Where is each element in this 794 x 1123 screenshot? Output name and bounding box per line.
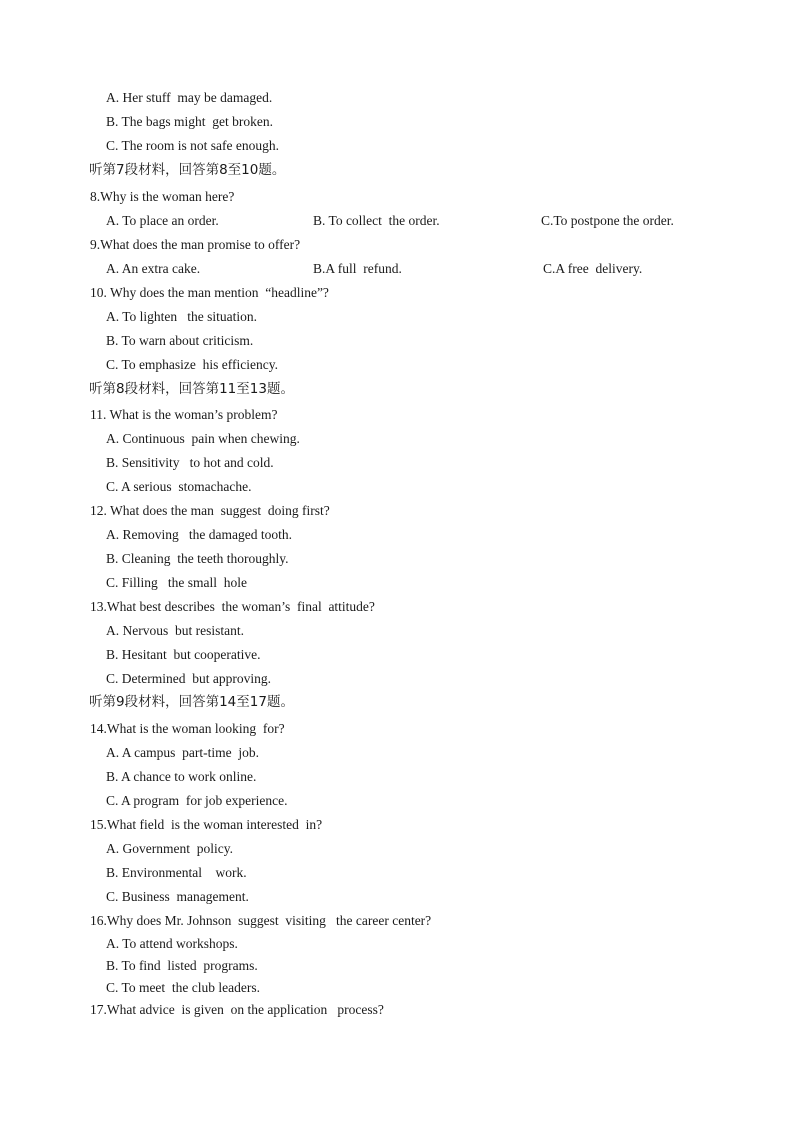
option-line: C. The room is not safe enough.: [106, 138, 279, 153]
option-line: A. A campus part-time job.: [106, 745, 259, 760]
option-line: C. To meet the club leaders.: [106, 980, 261, 995]
option-line: B. Environmental work.: [106, 865, 247, 880]
question-15: 15.What field is the woman interested in?: [90, 817, 323, 832]
option-line: B. The bags might get broken.: [106, 114, 273, 129]
option-line: C. Determined but approving.: [106, 671, 271, 686]
option-line: A. To place an order.: [106, 213, 219, 228]
option-line: B. To warn about criticism.: [106, 333, 254, 348]
question-11: 11. What is the woman’s problem?: [90, 407, 278, 422]
option-line: A. Her stuff may be damaged.: [106, 90, 273, 105]
option-line: B. To collect the order.: [313, 213, 440, 228]
option-line: A. An extra cake.: [106, 261, 201, 276]
option-line: B. Hesitant but cooperative.: [106, 647, 261, 662]
option-line: A. Government policy.: [106, 841, 233, 856]
option-line: C. A serious stomachache.: [106, 479, 252, 494]
section-heading: 听第9段材料，回答第14至17题。: [89, 694, 294, 710]
option-line: A. To lighten the situation.: [106, 309, 258, 324]
option-line: B. A chance to work online.: [106, 769, 257, 784]
question-12: 12. What does the man suggest doing first?: [90, 503, 330, 518]
option-line: B. To find listed programs.: [106, 958, 258, 973]
option-line: C. Filling the small hole: [106, 575, 247, 590]
question-10: 10. Why does the man mention “headline”?: [90, 285, 329, 300]
question-14: 14.What is the woman looking for?: [90, 721, 285, 736]
option-line: C. A program for job experience.: [106, 793, 288, 808]
section-heading: 听第7段材料，回答第8至10题。: [89, 162, 286, 178]
option-line: A. Removing the damaged tooth.: [106, 527, 292, 542]
option-line: A. Continuous pain when chewing.: [106, 431, 300, 446]
option-line: C. To emphasize his efficiency.: [106, 357, 279, 372]
option-line: B. Cleaning the teeth thoroughly.: [106, 551, 289, 566]
question-9: 9.What does the man promise to offer?: [90, 237, 301, 252]
question-16: 16.Why does Mr. Johnson suggest visiting the career center?: [90, 913, 432, 928]
option-line: B.A full refund.: [313, 261, 402, 276]
question-13: 13.What best describes the woman’s final attitude?: [90, 599, 375, 614]
option-line: C.A free delivery.: [543, 261, 643, 276]
option-line: B. Sensitivity to hot and cold.: [106, 455, 274, 470]
option-line: C.To postpone the order.: [541, 213, 674, 228]
option-line: C. Business management.: [106, 889, 249, 904]
question-8: 8.Why is the woman here?: [90, 189, 235, 204]
section-heading: 听第8段材料，回答第11至13题。: [89, 381, 294, 397]
question-17: 17.What advice is given on the application process?: [90, 1002, 384, 1017]
option-line: A. Nervous but resistant.: [106, 623, 244, 638]
option-line: A. To attend workshops.: [106, 936, 238, 951]
